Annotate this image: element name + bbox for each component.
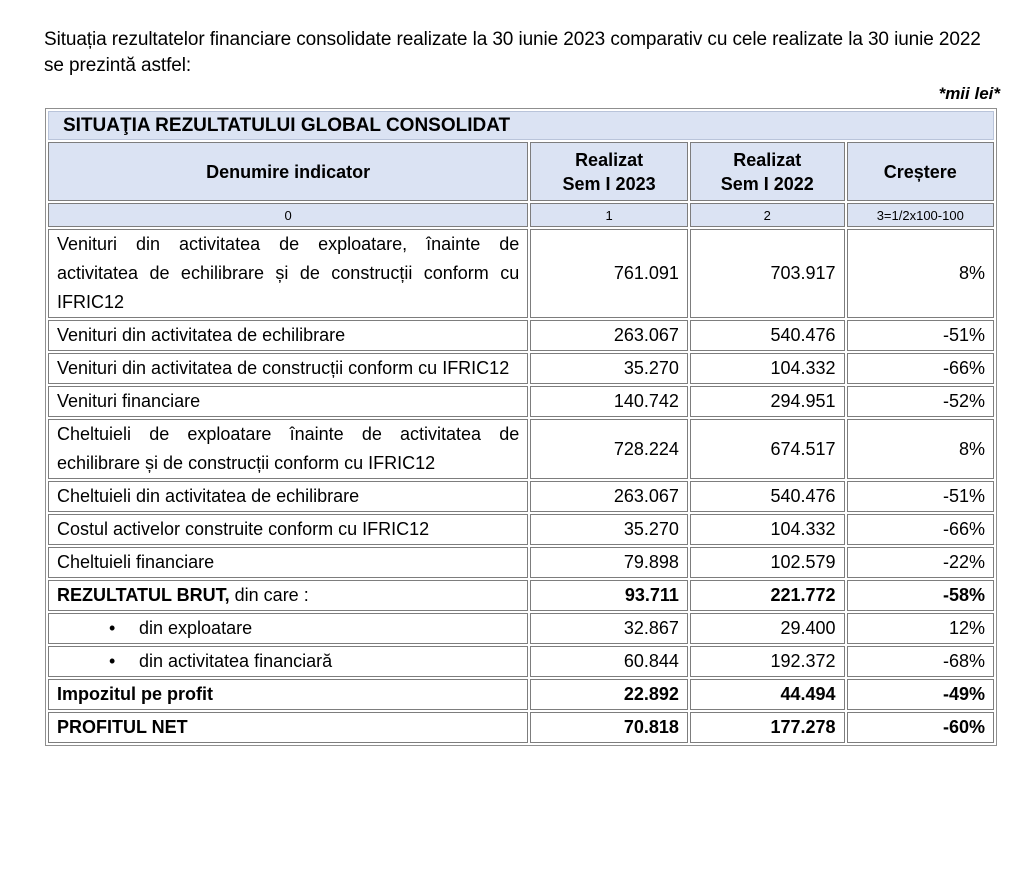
gross-result-label — [48, 580, 528, 611]
value-2023: 761.091 — [530, 229, 688, 318]
growth-value: -66% — [847, 514, 994, 545]
value-2022: 674.517 — [690, 419, 845, 479]
value-2023: 35.270 — [530, 514, 688, 545]
growth-value: -51% — [847, 320, 994, 351]
growth-value: -22% — [847, 547, 994, 578]
index-cell: 2 — [690, 203, 845, 227]
row-label: Cheltuieli din activitatea de echilibrare — [48, 481, 528, 512]
header-sem1-2022-line2: Sem I 2022 — [720, 173, 814, 194]
value-2023: 93.711 — [530, 580, 688, 611]
intro-paragraph: Situația rezultatelor financiare consolidate realizate la 30 iunie 2023 comparativ cu cele realizate la 30 iunie 2022 se prezintă astfel: — [44, 29, 981, 76]
value-2022: 177.278 — [690, 712, 845, 743]
index-cell: 3=1/2x100-100 — [847, 203, 994, 227]
row-label: Venituri din activitatea de echilibrare — [48, 320, 528, 351]
tax-row — [48, 679, 994, 710]
index-cell: 0 — [48, 203, 528, 227]
value-2023: 22.892 — [530, 679, 688, 710]
sub-row — [48, 613, 994, 644]
growth-value: 12% — [847, 613, 994, 644]
table-title: SITUAŢIA REZULTATULUI GLOBAL CONSOLIDAT — [48, 111, 994, 140]
header-growth: Creștere — [847, 142, 994, 201]
growth-value: -68% — [847, 646, 994, 677]
table-row — [48, 386, 994, 417]
value-2022: 703.917 — [690, 229, 845, 318]
index-row — [48, 203, 994, 227]
value-2022: 540.476 — [690, 320, 845, 351]
header-sem1-2022-line1: Realizat — [733, 149, 802, 170]
value-2022: 540.476 — [690, 481, 845, 512]
sub-row-text: din exploatare — [139, 618, 253, 638]
value-2022: 29.400 — [690, 613, 845, 644]
table-row — [48, 320, 994, 351]
unit-label: *mii lei* — [938, 84, 1000, 103]
growth-value: -52% — [847, 386, 994, 417]
row-label: Cheltuieli de exploatare înainte de activitatea de echilibrare și de construcții conform cu IFRIC12 — [48, 419, 528, 479]
growth-value: 8% — [847, 229, 994, 318]
bullet-icon: • — [109, 651, 116, 671]
sub-row — [48, 646, 994, 677]
sub-row-text: din activitatea financiară — [139, 651, 333, 671]
header-sem1-2022 — [690, 142, 845, 201]
value-2023: 60.844 — [530, 646, 688, 677]
row-label: Venituri din activitatea de exploatare, înainte de activitatea de echilibrare și de construcții conform cu IFRIC12 — [48, 229, 528, 318]
gross-result-label-rest: din care : — [229, 585, 309, 605]
row-label: Costul activelor construite conform cu IFRIC12 — [48, 514, 528, 545]
growth-value: 8% — [847, 419, 994, 479]
value-2023: 70.818 — [530, 712, 688, 743]
financial-results-table — [45, 108, 997, 746]
growth-value: -60% — [847, 712, 994, 743]
value-2023: 728.224 — [530, 419, 688, 479]
growth-value: -49% — [847, 679, 994, 710]
growth-value: -58% — [847, 580, 994, 611]
value-2022: 221.772 — [690, 580, 845, 611]
value-2022: 294.951 — [690, 386, 845, 417]
bullet-icon: • — [109, 618, 116, 638]
row-label: Cheltuieli financiare — [48, 547, 528, 578]
header-sem1-2023 — [530, 142, 688, 201]
table-row — [48, 514, 994, 545]
net-profit-row — [48, 712, 994, 743]
growth-value: -51% — [847, 481, 994, 512]
table-row — [48, 229, 994, 318]
value-2022: 104.332 — [690, 353, 845, 384]
row-label: Venituri din activitatea de construcții conform cu IFRIC12 — [48, 353, 528, 384]
table-row — [48, 419, 994, 479]
value-2022: 104.332 — [690, 514, 845, 545]
value-2023: 32.867 — [530, 613, 688, 644]
sub-row-label — [48, 646, 528, 677]
table-row — [48, 353, 994, 384]
header-row — [48, 142, 994, 201]
table-row — [48, 481, 994, 512]
value-2023: 263.067 — [530, 481, 688, 512]
value-2023: 35.270 — [530, 353, 688, 384]
table-title-row — [48, 111, 994, 140]
value-2022: 102.579 — [690, 547, 845, 578]
gross-result-row — [48, 580, 994, 611]
table-row — [48, 547, 994, 578]
value-2022: 192.372 — [690, 646, 845, 677]
growth-value: -66% — [847, 353, 994, 384]
header-indicator: Denumire indicator — [48, 142, 528, 201]
sub-row-label — [48, 613, 528, 644]
row-label: Venituri financiare — [48, 386, 528, 417]
net-profit-label: PROFITUL NET — [48, 712, 528, 743]
value-2023: 263.067 — [530, 320, 688, 351]
tax-label: Impozitul pe profit — [48, 679, 528, 710]
value-2023: 140.742 — [530, 386, 688, 417]
value-2023: 79.898 — [530, 547, 688, 578]
index-cell: 1 — [530, 203, 688, 227]
value-2022: 44.494 — [690, 679, 845, 710]
header-sem1-2023-line2: Sem I 2023 — [562, 173, 656, 194]
gross-result-label-bold: REZULTATUL BRUT, — [57, 585, 230, 605]
header-sem1-2023-line1: Realizat — [575, 149, 644, 170]
